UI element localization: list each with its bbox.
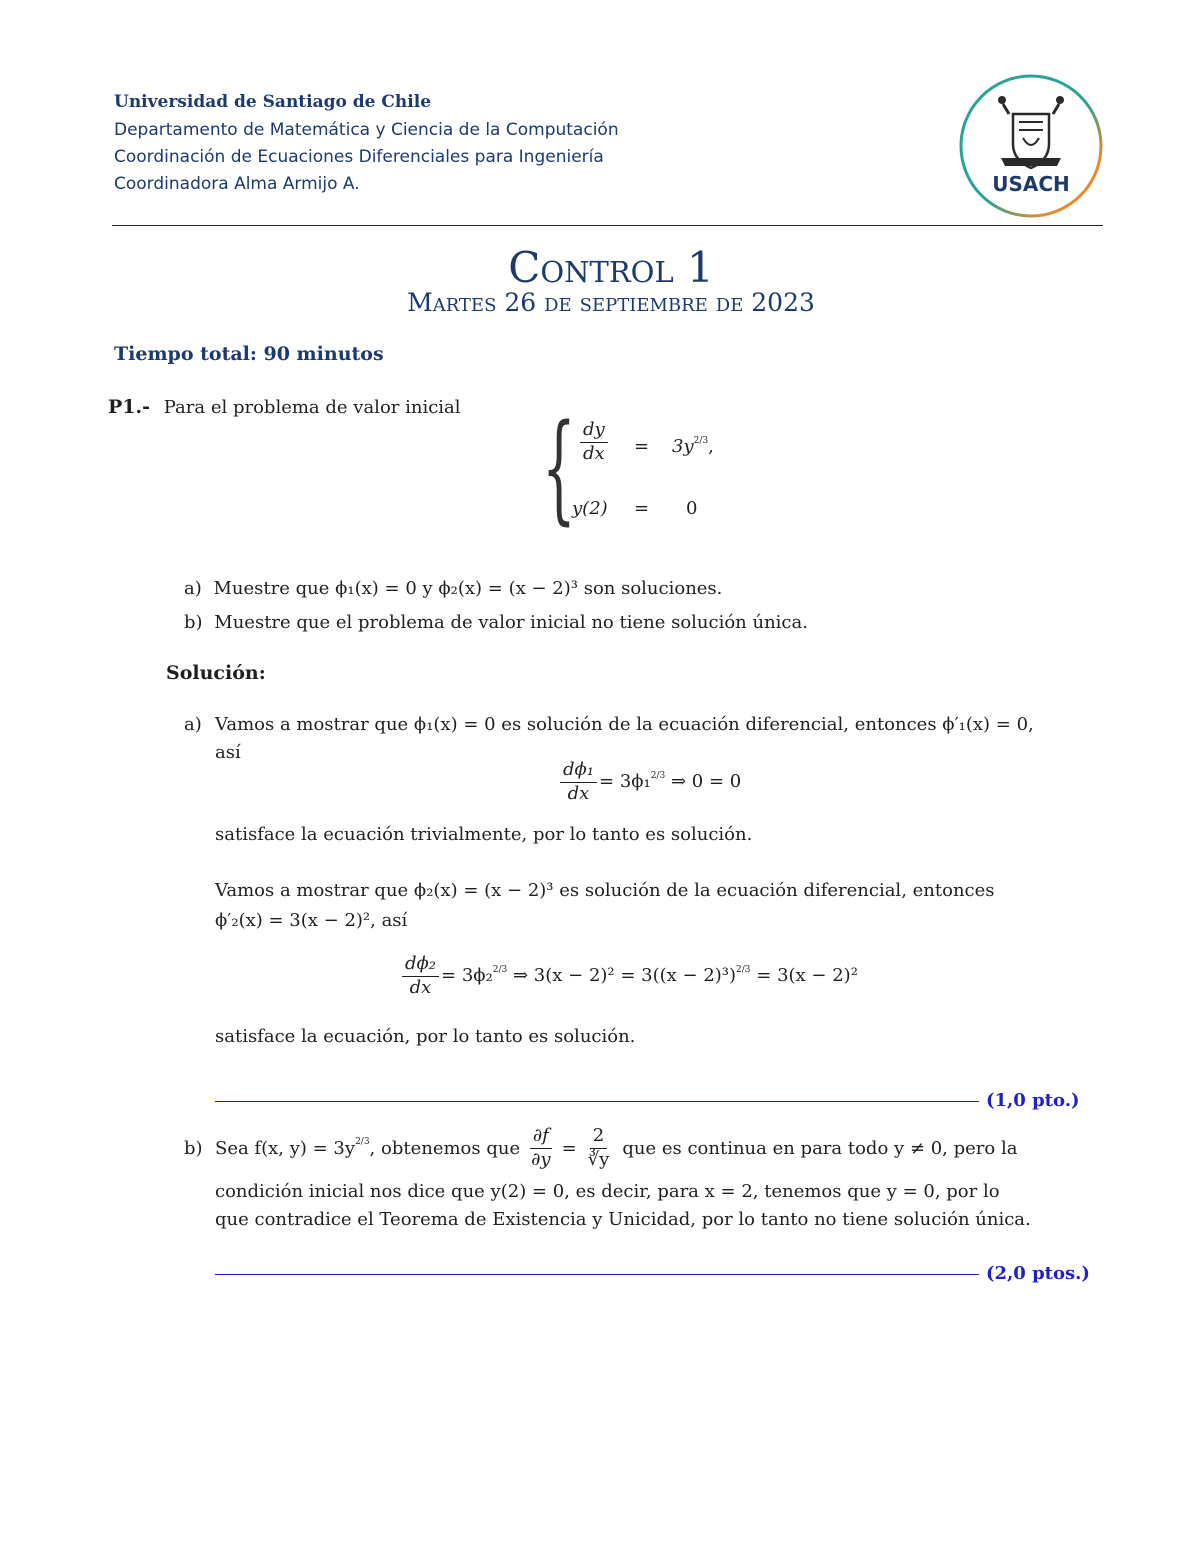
solution-heading: Solución: bbox=[166, 662, 266, 684]
problem-item-a-text: Muestre que ϕ₁(x) = 0 y ϕ₂(x) = (x − 2)³ son soluciones. bbox=[213, 578, 723, 599]
points-a: (1,0 pto.) bbox=[986, 1090, 1080, 1111]
solution-a-eq2-den: dx bbox=[409, 976, 432, 998]
solution-b-frac2-num: 2 bbox=[590, 1126, 607, 1149]
solution-b-label: b) bbox=[184, 1138, 203, 1159]
page-subtitle: Martes 26 de septiembre de 2023 bbox=[407, 288, 815, 317]
solution-b-post: que es continua en para todo y ≠ 0, pero la bbox=[622, 1137, 1018, 1159]
solution-a-eq2-tail: = 3(x − 2)² bbox=[756, 965, 858, 987]
ivp-eq1-rhs bbox=[672, 436, 714, 457]
solution-a-line2: así bbox=[215, 742, 241, 763]
problem-1-intro: Para el problema de valor inicial bbox=[163, 397, 461, 418]
problem-item-b-text: Muestre que el problema de valor inicial no tiene solución única. bbox=[214, 612, 808, 633]
solution-a-eq1-den: dx bbox=[567, 782, 590, 804]
solution-a-eq2-exponent-1: 2/3 bbox=[492, 965, 508, 976]
solution-b-line2: condición inicial nos dice que y(2) = 0, es decir, para x = 2, tenemos que y = 0, por lo bbox=[215, 1181, 1000, 1202]
solution-a-eq1-rhs: = 3ϕ₁ bbox=[599, 771, 651, 793]
ivp-eq1-exponent: 2/3 bbox=[693, 436, 709, 446]
problem-item-b-label: b) bbox=[184, 612, 203, 633]
solution-a-line6: satisface la ecuación, por lo tanto es solución. bbox=[215, 1026, 636, 1047]
solution-a-line4: Vamos a mostrar que ϕ₂(x) = (x − 2)³ es solución de la ecuación diferencial, entonces bbox=[215, 880, 995, 901]
ivp-eq2-sign: = bbox=[634, 498, 650, 519]
points-b: (2,0 ptos.) bbox=[986, 1263, 1090, 1284]
solution-b-frac1-den: ∂y bbox=[531, 1148, 551, 1170]
points-divider-b bbox=[215, 1274, 979, 1275]
usach-logo bbox=[957, 74, 1105, 218]
solution-a-eq1-tail: ⇒ 0 = 0 bbox=[670, 771, 742, 793]
logo-text: USACH bbox=[992, 172, 1070, 196]
ivp-eq2-lhs: y(2) bbox=[572, 498, 608, 519]
problem-item-a bbox=[184, 578, 722, 599]
university-name: Universidad de Santiago de Chile bbox=[114, 92, 432, 112]
problem-item-a-label: a) bbox=[184, 578, 202, 599]
department-name: Departamento de Matemática y Ciencia de la Computación bbox=[114, 120, 619, 140]
solution-b-frac2-den: ∛y bbox=[587, 1148, 610, 1170]
ivp-eq1-den: dx bbox=[583, 442, 605, 464]
solution-a-eq2-num: dϕ₂ bbox=[402, 954, 439, 977]
problem-1-heading bbox=[108, 396, 461, 418]
solution-a-eq1-num: dϕ₁ bbox=[560, 760, 597, 783]
solution-a-line5: ϕ′₂(x) = 3(x − 2)², así bbox=[215, 910, 408, 931]
solution-a-eq2-mid: ⇒ 3(x − 2)² = 3((x − 2)³) bbox=[512, 965, 737, 987]
solution-a-eq2-rhs1: = 3ϕ₂ bbox=[441, 965, 493, 987]
solution-a-eq1-exponent: 2/3 bbox=[650, 771, 666, 782]
solution-b-eq: = bbox=[561, 1137, 577, 1159]
points-divider-a bbox=[215, 1101, 979, 1102]
ivp-eq1-num: dy bbox=[580, 420, 608, 443]
solution-a-label: a) bbox=[184, 714, 202, 735]
page-title: Control 1 bbox=[508, 243, 714, 292]
coordinator-name: Coordinadora Alma Armijo A. bbox=[114, 174, 360, 194]
solution-b-exponent: 2/3 bbox=[355, 1137, 370, 1147]
solution-a-line1: Vamos a mostrar que ϕ₁(x) = 0 es solución de la ecuación diferencial, entonces ϕ′₁(x) = 0, bbox=[215, 714, 1034, 735]
solution-a-equation-2 bbox=[400, 954, 858, 998]
solution-b-pre: Sea f(x, y) = 3y bbox=[215, 1137, 356, 1159]
problem-1-label: P1.- bbox=[108, 396, 151, 418]
solution-a-eq2-exponent-2: 2/3 bbox=[736, 965, 751, 976]
solution-b-mid: , obtenemos que bbox=[369, 1137, 521, 1159]
solution-a-line3: satisface la ecuación trivialmente, por lo tanto es solución. bbox=[215, 824, 753, 845]
solution-a-equation-1 bbox=[558, 760, 741, 804]
coordination-name: Coordinación de Ecuaciones Diferenciales para Ingeniería bbox=[114, 147, 604, 167]
solution-b-frac1-num: ∂f bbox=[530, 1126, 552, 1149]
header-divider bbox=[112, 225, 1103, 226]
solution-b-line1 bbox=[215, 1120, 1017, 1176]
solution-b-line3: que contradice el Teorema de Existencia y Unicidad, por lo tanto no tiene solución única. bbox=[215, 1209, 1031, 1230]
system-brace: { bbox=[542, 398, 576, 536]
ivp-eq1-sign: = bbox=[634, 436, 650, 457]
ivp-eq1-rhs-base: 3y bbox=[672, 436, 694, 457]
ivp-eq1-lhs bbox=[578, 420, 610, 464]
ivp-eq1-comma: , bbox=[708, 436, 714, 457]
usach-seal-icon bbox=[957, 74, 1105, 218]
ivp-eq2-rhs: 0 bbox=[686, 498, 698, 519]
problem-item-b bbox=[184, 612, 808, 633]
time-total: Tiempo total: 90 minutos bbox=[114, 343, 384, 365]
